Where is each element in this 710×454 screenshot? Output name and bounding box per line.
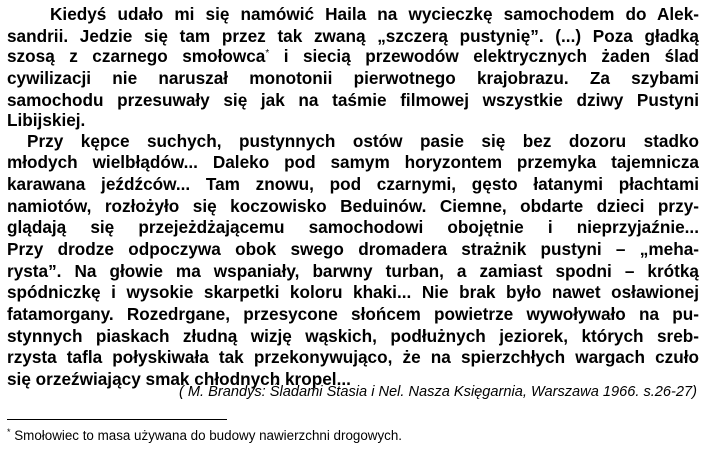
footnote	[7, 428, 402, 443]
text-line: Kiedyś udało mi się namówić Haila na wycieczkę samochodem do Alek-	[50, 4, 699, 24]
paragraph-2-line-12: się orzeźwiający smak chłodnych kropel...	[7, 369, 351, 390]
paragraph-2-line-10: stynnych piaskach złudną wizję wąskich, podłużnych jeziorek, których sreb-	[7, 325, 699, 346]
footnote-marker: *	[7, 427, 11, 437]
paragraph-2-line-6: Przy drodze odpoczywa obok swego dromadera strażnik pustyni – „meha-	[7, 239, 699, 259]
article-text	[7, 4, 699, 391]
paragraph-2-line-2: młodych wielbłądów... Daleko pod samym horyzontem przemyka tajemnicza	[7, 152, 699, 173]
text-segment: i siecią przewodów elektrycznych żaden ślad	[269, 46, 699, 67]
paragraph-2-line-9: fatamorgany. Rozedrgane, przesycone słońcem powietrze wywoływało na pu-	[7, 304, 699, 325]
paragraph-1-line-3	[7, 46, 699, 68]
paragraph-1-line-4: cywilizacji nie naruszał monotonii pierwotnego krajobrazu. Za szybami	[7, 67, 699, 88]
text-line: Przy kępce suchych, pustynnych ostów pasie się bez dozoru stadko	[27, 130, 699, 151]
paragraph-2-line-3: karawana jeźdźców... Tam znowu, pod czarnymi, gęsto łatanymi płachtami	[7, 173, 699, 194]
paragraph-2-line-4: namiotów, rozłożyło się koczowisko Beduinów. Ciemne, obdarte dzieci przy-	[7, 195, 699, 216]
paragraph-1-line-2: sandrii. Jedzie się tam przez tak zwaną „szczerą pustynię”. (...) Poza gładką	[7, 25, 699, 46]
footnote-divider	[7, 419, 227, 420]
paragraph-2-line-11: rzysta tafla połyskiwała tak przekonywująco, że na spierzchłych wargach czuło	[7, 347, 699, 368]
paragraph-1-line-1	[7, 4, 699, 26]
paragraph-1-line-6: Libijskiej.	[7, 110, 86, 131]
paragraph-2-line-1	[7, 131, 699, 153]
paragraph-2-line-8: spódniczkę i wysokie skarpetki koloru khaki... Nie brak było nawet osławionej	[7, 282, 699, 303]
paragraph-2-line-5: glądają się przejeżdżającemu samochodowi obojętnie i nieprzyjaźnie...	[7, 217, 699, 238]
paragraph-2-line-7: rysta”. Na głowie ma wspaniały, barwny turban, a zamiast spodni – krótką	[7, 260, 699, 281]
footnote-text: Smołowiec to masa używana do budowy nawierzchni drogowych.	[10, 428, 403, 443]
text-segment: szosą z czarnego smołowca	[7, 46, 266, 67]
source-citation: ( M. Brandys: Śladami Stasia i Nel. Nasza Księgarnia, Warszawa 1966. s.26-27)	[178, 384, 697, 400]
footnote-reference: *	[265, 48, 270, 60]
paragraph-1-line-5: samochodu przesuwały się jak na taśmie filmowej wszystkie dziwy Pustyni	[7, 89, 699, 110]
